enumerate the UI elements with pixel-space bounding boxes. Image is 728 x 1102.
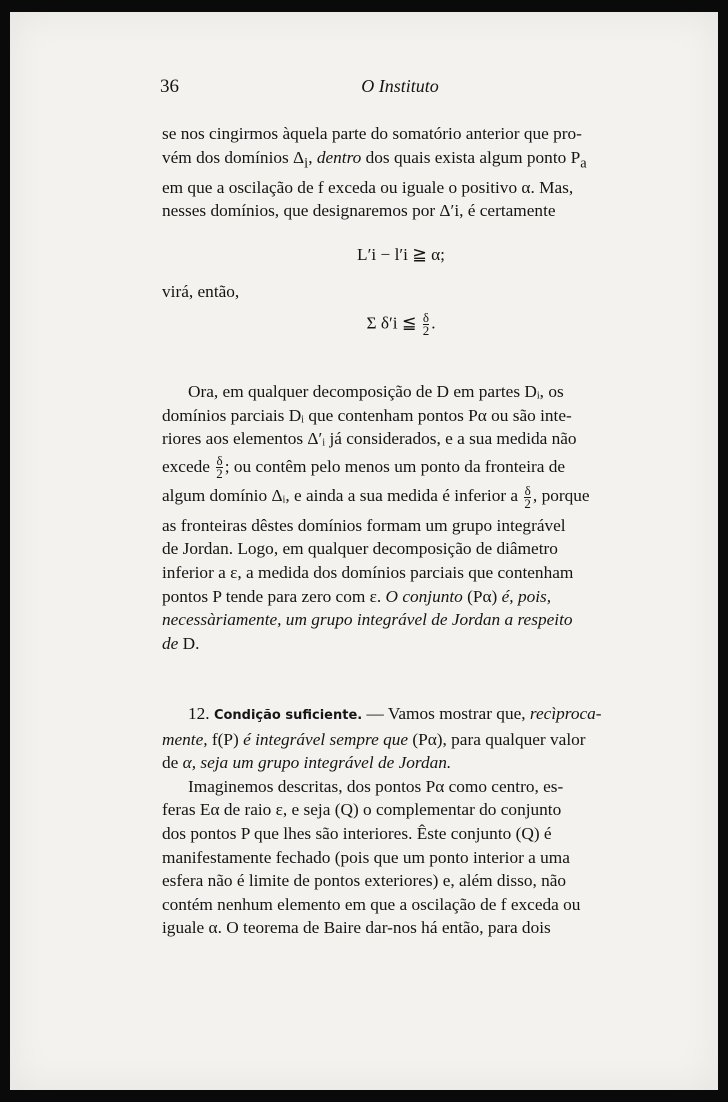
section-number: 12. <box>188 704 210 723</box>
text-line: se nos cingirmos àquela parte do somatório anterior que pro- <box>162 124 582 143</box>
section-12 <box>162 702 640 940</box>
text-line: vém dos domínios $\Delta_i$, dentro dos quais exista algum ponto $P_a$ <box>162 147 587 172</box>
text-line: algum domínio Δᵢ, e ainda a sua medida é inferior a $\frac{\delta}{2}$ , porque <box>162 482 590 511</box>
text-line: mente, f(P) é integrável sempre que (Pα), para qualquer valor <box>162 729 586 749</box>
page-number: 36 <box>160 76 179 97</box>
text-line: pontos P tende para zero com ε. O conjunto (Pα) é, pois, <box>162 586 552 606</box>
paragraph-2 <box>162 380 640 655</box>
text-line: as fronteiras dêstes domínios formam um grupo integrável <box>162 515 566 535</box>
text-line: manifestamente fechado (pois que um ponto interior a uma <box>162 847 570 867</box>
math-inequality-1: L′i − l′i ≧ α; <box>357 245 445 264</box>
text-line: domínios parciais Dᵢ que contenham pontos Pα ou são inte- <box>162 405 572 425</box>
section-heading: Condição suficiente. <box>213 708 363 723</box>
text-line: de D. <box>162 633 200 653</box>
math-inequality-2: Σ δ′i ≦ $\frac{\delta}{2}$ . <box>366 310 436 338</box>
text-line: riores aos elementos Δ′ᵢ já considerados, e a sua medida não <box>162 429 577 449</box>
text-line: nesses domínios, que designaremos por Δ′i, é certamente <box>162 201 556 221</box>
book-page <box>10 12 718 1090</box>
page-header <box>160 76 640 102</box>
text-line: contém nenhum elemento em que a oscilação de f exceda ou <box>162 894 581 914</box>
text-line: Imaginemos descritas, dos pontos Pα como centro, es- <box>188 776 564 796</box>
text-line: de Jordan. Logo, em qualquer decomposição de diâmetro <box>162 539 558 559</box>
text-line: inferior a ε, a medida dos domínios parciais que contenham <box>162 563 574 583</box>
text-line: excede $\frac{\delta}{2}$ ; ou contêm pelo menos um ponto da fronteira de <box>162 453 566 482</box>
text-line: Ora, em qualquer decomposição de D em partes Dᵢ, os <box>188 382 564 401</box>
text-line: em que a oscilação de f exceda ou iguale o positivo α. Mas, <box>162 177 574 197</box>
text-line: 12. Condição suficiente. — Vamos mostrar que, recìproca- <box>188 704 602 723</box>
text-line: necessàriamente, um grupo integrável de Jordan a respeito <box>162 610 573 630</box>
text-line: iguale α. O teorema de Baire dar-nos há então, para dois <box>162 918 551 938</box>
text-line: esfera não é limite de pontos exteriores) e, além disso, não <box>162 871 567 891</box>
text-line: dos pontos P que lhes são interiores. Êste conjunto (Q) é <box>162 823 552 843</box>
text-line: de α, seja um grupo integrável de Jordan. <box>162 753 452 773</box>
text-vira: virá, então, <box>162 282 240 301</box>
running-title: O Instituto <box>361 76 439 96</box>
text-line: feras Eα de raio ε, e seja (Q) o complementar do conjunto <box>162 800 562 820</box>
paragraph-1 <box>162 122 640 223</box>
